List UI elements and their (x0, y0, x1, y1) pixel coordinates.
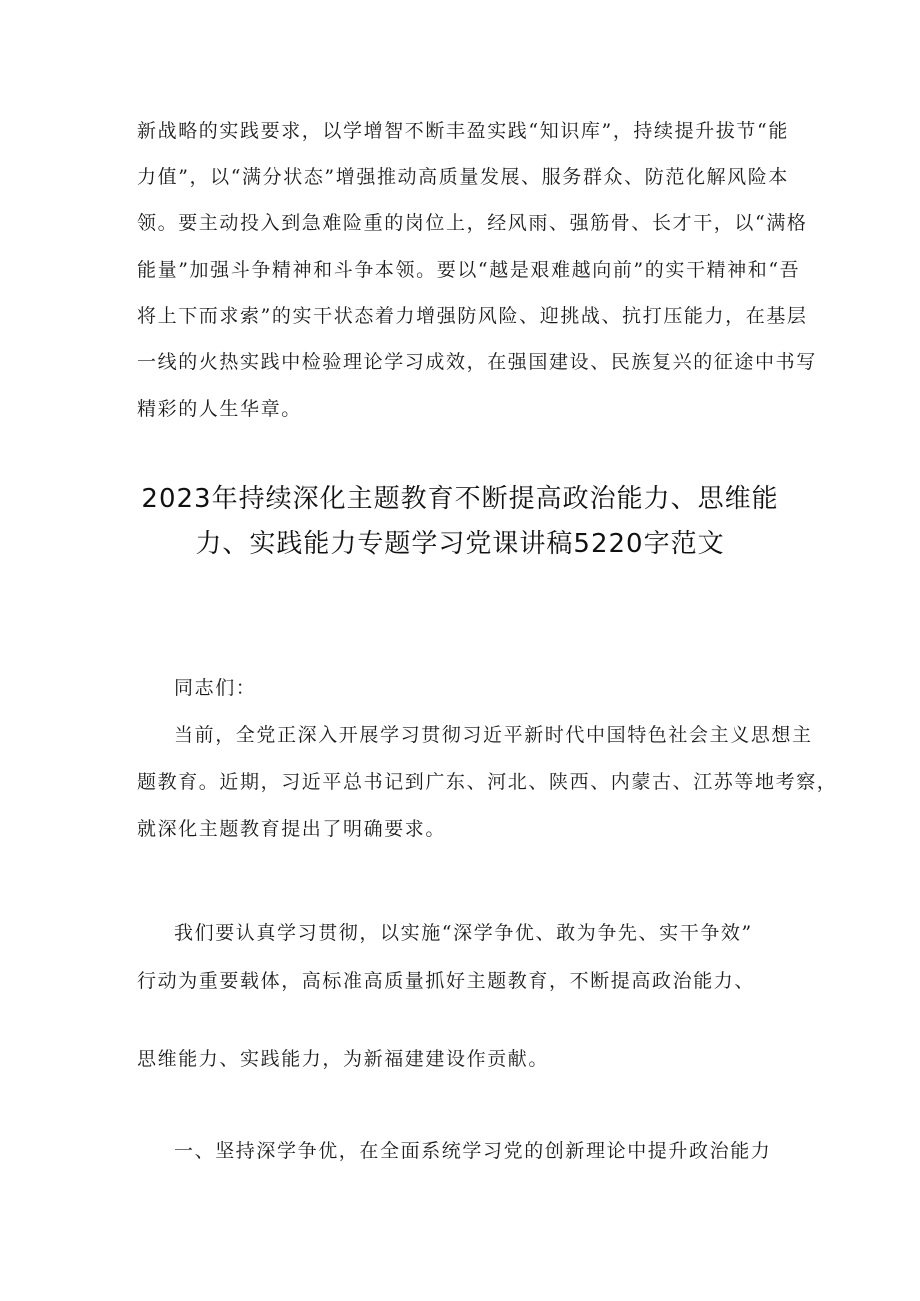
intro-line-1: 新战略的实践要求，以学增智不断丰盈实践“知识库”，持续提升拔节“能 (137, 120, 789, 142)
intro-line-3: 领。要主动投入到急难险重的岗位上，经风雨、强筋骨、长才干，以“满格 (137, 212, 808, 234)
document-title-line-2: 力、实践能力专题学习党课讲稿5220字范文 (195, 529, 725, 559)
intro-line-5: 将上下而求索”的实干状态着力增强防风险、迎挑战、抗打压能力，在基层 (137, 305, 808, 327)
intro-line-4: 能量”加强斗争精神和斗争本领。要以“越是艰难越向前”的实干精神和“吾 (137, 259, 801, 281)
intro-line-6: 一线的火热实践中检验理论学习成效，在强国建设、民族复兴的征途中书写 (137, 351, 817, 373)
paragraph-1-line-1: 当前，全党正深入开展学习贯彻习近平新时代中国特色社会主义思想主 (174, 724, 813, 746)
intro-line-7: 精彩的人生华章。 (137, 398, 302, 420)
paragraph-1-line-2: 题教育。近期，习近平总书记到广东、河北、陕西、内蒙古、江苏等地考察， (137, 771, 838, 793)
paragraph-2-line-3: 思维能力、实践能力，为新福建建设作贡献。 (137, 1048, 550, 1070)
paragraph-1-line-3: 就深化主题教育提出了明确要求。 (137, 818, 447, 840)
paragraph-2-line-1: 我们要认真学习贯彻，以实施“深学争优、敢为争先、实干争效” (174, 922, 753, 944)
paragraph-2-line-2: 行动为重要载体，高标准高质量抓好主题教育，不断提高政治能力、 (137, 970, 756, 992)
document-title-line-1: 2023年持续深化主题教育不断提高政治能力、思维能 (141, 484, 779, 514)
section-1-heading: 一、坚持深学争优，在全面系统学习党的创新理论中提升政治能力 (174, 1140, 772, 1162)
salutation: 同志们： (174, 677, 257, 699)
intro-line-2: 力值”，以“满分状态”增强推动高质量发展、服务群众、防范化解风险本 (137, 166, 789, 188)
